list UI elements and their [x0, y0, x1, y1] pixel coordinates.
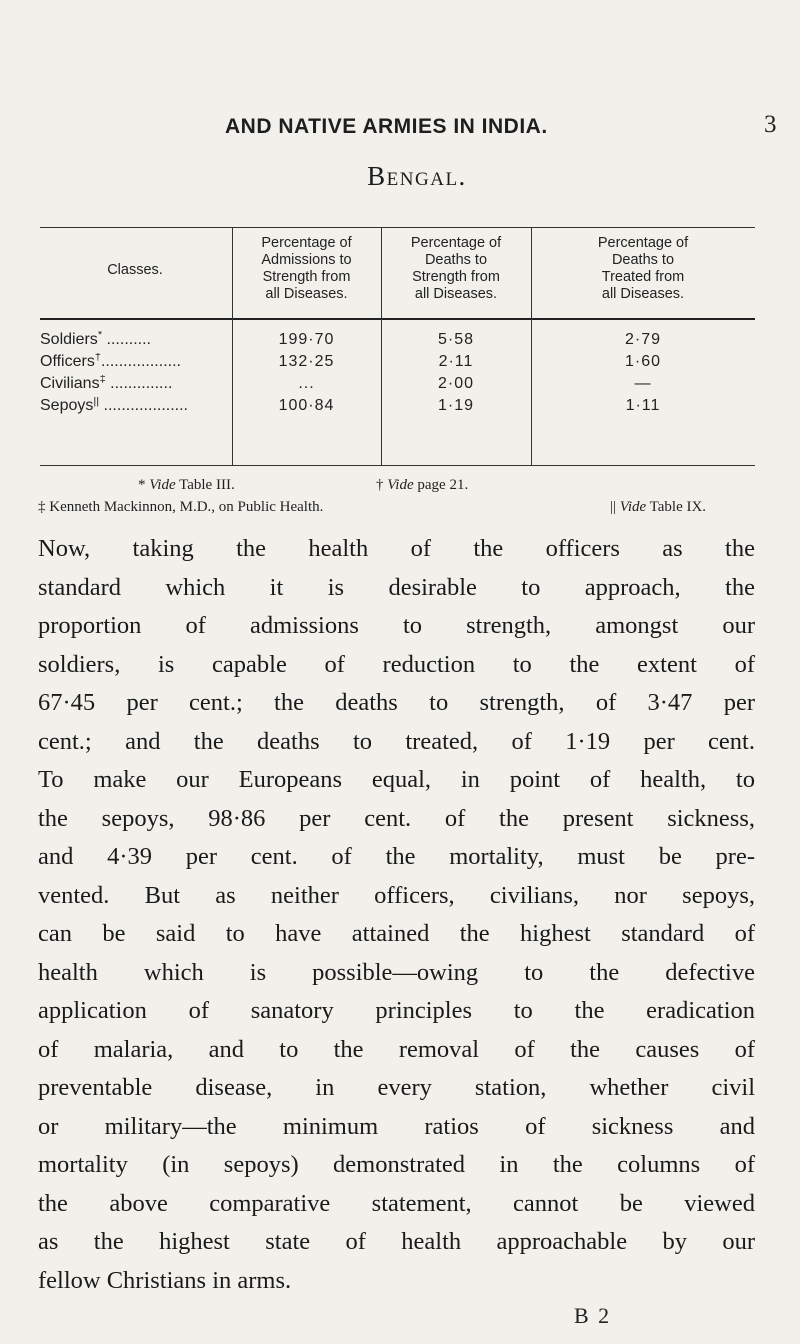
leader-dots: ..........: [102, 331, 151, 348]
cell-admissions: 100·84: [278, 397, 335, 414]
footnote-page-21: [376, 474, 468, 496]
header-line: Strength from: [412, 269, 500, 285]
header-line: Percentage of: [410, 235, 502, 251]
text-line: the above comparative statement, cannot be viewed: [38, 1189, 755, 1217]
cell-deaths-treated: 1·11: [625, 397, 661, 414]
text-line: To make our Europeans equal, in point of health, to: [38, 766, 755, 793]
text-line: soldiers, is capable of reduction to the extent of: [38, 650, 755, 678]
leader-dots: ..............: [105, 375, 173, 392]
comparative-table: [38, 227, 755, 467]
text-line: Now, taking the health of the officers as the: [38, 535, 755, 562]
table-row-civilians: [38, 375, 755, 397]
footnote-mackinnon: [38, 496, 323, 518]
table-bottom-rule: [40, 465, 755, 466]
footnote-vide: Vide: [387, 477, 414, 493]
table-header-rule: [40, 318, 755, 320]
footnote-text: page 21.: [417, 477, 469, 493]
header-deaths-to-strength: [381, 235, 531, 303]
footnote-mark: *: [138, 477, 146, 493]
text-line: standard which it is desirable to approach, the: [38, 573, 755, 601]
table-top-rule: [40, 227, 755, 228]
text-line: of malaria, and to the removal of the causes of: [38, 1035, 755, 1063]
text-line: cent.; and the deaths to treated, of 1·19 per cent.: [38, 727, 755, 755]
row-name: Sepoys: [40, 397, 94, 414]
running-head: AND NATIVE ARMIES IN INDIA.: [225, 115, 548, 138]
text-line: 67·45 per cent.; the deaths to strength, of 3·47 per: [38, 689, 755, 716]
leader-dots: ...................: [99, 397, 188, 414]
text-line: and 4·39 per cent. of the mortality, must be pre-: [38, 843, 755, 870]
row-name: Officers: [40, 353, 95, 370]
text-line: vented. But as neither officers, civilians, nor sepoys,: [38, 881, 755, 909]
footnote-mark: ||: [93, 397, 100, 407]
text-line: health which is possible—owing to the defective: [38, 958, 755, 986]
footnote-line: [38, 496, 755, 518]
cell-admissions: 199·70: [278, 331, 335, 348]
header-admissions-to-strength: [232, 235, 381, 303]
footnote-text: Kenneth Mackinnon, M.D., on Public Health.: [49, 499, 324, 515]
row-name: Civilians: [40, 375, 100, 392]
footnote-text: Table IX.: [649, 499, 707, 515]
row-label: [40, 397, 228, 415]
cell-admissions: 132·25: [278, 353, 335, 370]
cell-deaths-strength: 5·58: [437, 331, 475, 348]
header-classes: Classes.: [107, 262, 163, 278]
footnote-mark: †: [376, 477, 384, 493]
cell-deaths-strength: 2·11: [438, 353, 474, 370]
footnote-vide: Vide: [149, 477, 176, 493]
footnote-vide: Vide: [619, 499, 647, 515]
section-title: Bengal.: [367, 161, 467, 191]
table-row-soldiers: [38, 331, 755, 353]
footnote-mark: ‡: [38, 499, 46, 515]
row-label: [40, 353, 228, 371]
footnote-mark: ‡: [99, 375, 106, 385]
text-line: the sepoys, 98·86 per cent. of the present sickness,: [38, 804, 755, 832]
cell-deaths-treated: —: [634, 375, 652, 392]
text-line: can be said to have attained the highest standard of: [38, 920, 755, 947]
header-line: Treated from: [601, 269, 685, 285]
text-line: as the highest state of health approachable by our: [38, 1228, 755, 1255]
table-row-sepoys: [38, 397, 755, 419]
header-line: Deaths to: [611, 252, 675, 268]
header-line: Percentage of: [261, 235, 352, 251]
text-line: or military—the minimum ratios of sickness and: [38, 1112, 755, 1140]
header-line: Percentage of: [597, 235, 689, 251]
body-paragraph: [38, 530, 755, 1300]
cell-admissions: ...: [298, 375, 315, 392]
row-label: [40, 375, 228, 393]
table-row-officers: [38, 353, 755, 375]
header-line: Deaths to: [424, 252, 488, 268]
footnotes: [38, 474, 755, 518]
leader-dots: ..................: [100, 353, 181, 370]
row-name: Soldiers: [40, 331, 98, 348]
footnote-line: [38, 474, 755, 496]
text-line: fellow Christians in arms.: [38, 1266, 292, 1294]
text-line: application of sanatory principles to the eradication: [38, 997, 755, 1024]
page-number: 3: [764, 111, 777, 138]
footnote-text: Table III.: [179, 477, 235, 493]
header-deaths-to-treated: [531, 235, 755, 303]
cell-deaths-strength: 1·19: [437, 397, 475, 414]
text-line: mortality (in sepoys) demonstrated in the columns of: [38, 1151, 755, 1178]
header-line: all Diseases.: [265, 286, 348, 302]
footnote-table-ix: [610, 496, 706, 518]
footnote-mark: †: [94, 353, 101, 363]
cell-deaths-strength: 2·00: [437, 375, 475, 392]
footnote-mark: *: [97, 331, 103, 341]
cell-deaths-treated: 1·60: [624, 353, 662, 370]
header-line: Strength from: [262, 269, 351, 285]
header-line: Admissions to: [261, 252, 352, 268]
text-line: preventable disease, in every station, whether civil: [38, 1074, 755, 1101]
header-line: all Diseases.: [414, 286, 498, 302]
text-line: proportion of admissions to strength, amongst our: [38, 612, 755, 639]
footnote-table-iii: [138, 474, 235, 496]
footnote-mark: ||: [610, 499, 617, 515]
signature-mark: B 2: [574, 1303, 612, 1328]
cell-deaths-treated: 2·79: [624, 331, 662, 348]
header-line: all Diseases.: [601, 286, 685, 302]
row-label: [40, 331, 228, 349]
